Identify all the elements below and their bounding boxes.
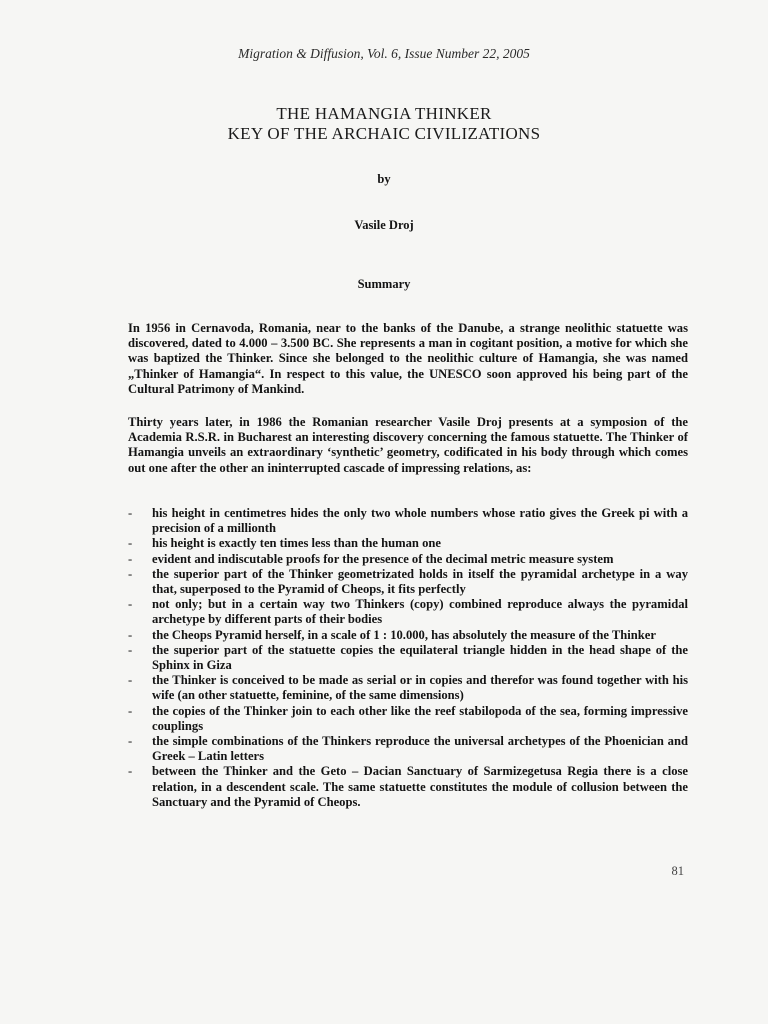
list-item: - the Cheops Pyramid herself, in a scale of 1 : 10.000, has absolutely the measure of the Thinker [128,628,688,643]
summary-paragraph-1: In 1956 in Cernavoda, Romania, near to the banks of the Danube, a strange neolithic statuette was discovered, dated to 4.000 – 3.500 BC. She represents a man in cogitant position, a motive for which she was baptized the Thinker. Since she belonged to the neolithic culture of Hamangia, she was named „Thinker of Hamangia“. In respect to this value, the UNESCO soon approved his being part of the Cultural Patrimony of Mankind. [128,321,688,396]
list-item: - his height is exactly ten times less than the human one [128,536,688,551]
list-item: - the copies of the Thinker join to each other like the reef stabilopoda of the sea, forming impressive couplings [128,704,688,734]
summary-paragraph-2: Thirty years later, in 1986 the Romanian researcher Vasile Droj presents at a symposion of the Academia R.S.R. in Bucharest an interesting discovery concerning the famous statuette. The Thinker of Hamangia unveils an extraordinary ‘synthetic’ geometry, codificated in his body through which comes out one after the other an ininterrupted cascade of impressing relations, as: [128,415,688,475]
list-item: - between the Thinker and the Geto – Dacian Sanctuary of Sarmizegetusa Regia there is a close relation, in a descendent scale. The same statuette constitutes the module of collusion between the Sanctuary and the Pyramid of Cheops. [128,764,688,810]
author-name: Vasile Droj [354,218,414,232]
list-item: - the superior part of the statuette copies the equilateral triangle hidden in the head shape of the Sphinx in Giza [128,643,688,673]
title-line-1: THE HAMANGIA THINKER [276,104,492,123]
summary-heading: Summary [357,277,411,291]
byline-by: by [377,172,391,186]
list-item: - not only; but in a certain way two Thinkers (copy) combined reproduce always the pyramidal archetype by different parts of their bodies [128,597,688,627]
journal-header: Migration & Diffusion, Vol. 6, Issue Number 22, 2005 [238,46,530,61]
list-item: - the superior part of the Thinker geometrizated holds in itself the pyramidal archetype in a way that, superposed to the Pyramid of Cheops, it fits perfectly [128,567,688,597]
page-number: 81 [671,864,684,878]
article-title [0,104,768,144]
list-item: - the Thinker is conceived to be made as serial or in copies and therefor was found together with his wife (an other statuette, feminine, of the same dimensions) [128,673,688,703]
title-line-2: KEY OF THE ARCHAIC CIVILIZATIONS [227,124,541,143]
list-item: - his height in centimetres hides the only two whole numbers whose ratio gives the Greek pi with a precision of a millionth [128,506,688,536]
relations-list [128,506,688,810]
list-item: - the simple combinations of the Thinkers reproduce the universal archetypes of the Phoenician and Greek – Latin letters [128,734,688,764]
list-item: - evident and indiscutable proofs for the presence of the decimal metric measure system [128,552,688,567]
